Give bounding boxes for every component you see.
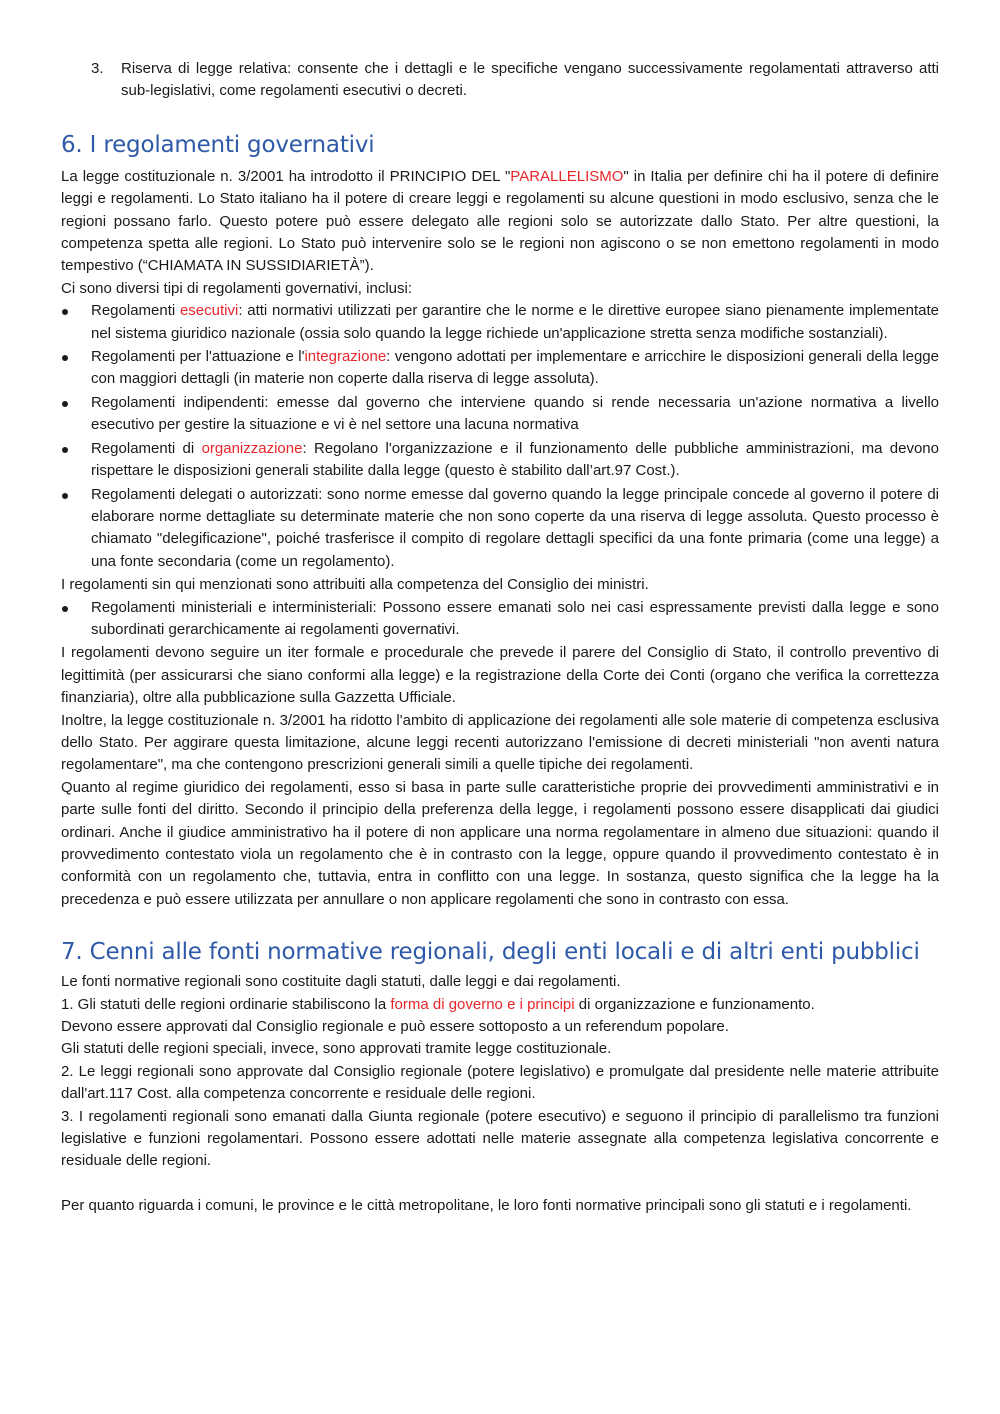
list-item-ministeriali [61, 597, 939, 642]
text-run: Regolamenti indipendenti: emesse dal governo che interviene quando si rende necessaria un'azione normativa a livello esecutivo per gestire la situazione e vi è nel settore una lacuna normativa [91, 393, 939, 434]
bullet-icon [62, 447, 68, 453]
document-page [61, 58, 939, 1217]
highlight-forma-governo: forma di governo e i principi [390, 995, 575, 1013]
spacer [61, 1173, 939, 1195]
text-run: Regolamenti delegati o autorizzati: sono norme emesse dal governo quando la legge principale concede al governo il potere di elaborare norme dettagliate su determinate materie che non sono coperte da una riserva di legge assoluta. Questo processo è chiamato "delegificazione", poiché trasferisce il compito di regolare dettagli specifici da una fonte primaria (come una legge) a una fonte secondaria (come un regolamento). [91, 485, 939, 570]
section-6-heading: 6. I regolamenti governativi [61, 131, 375, 158]
highlight-integrazione: integrazione [304, 348, 387, 366]
paragraph-iter: I regolamenti devono seguire un iter formale e procedurale che prevede il parere del Consiglio di Stato, il controllo preventivo di legittimità (per assicurarsi che siano conformi alla legge) e la registrazione della Corte dei Conti (organo che verifica la correttezza finanziaria), oltre alla pubblicazione sulla Gazzetta Ufficiale. [61, 644, 939, 707]
highlight-organizzazione: organizzazione [201, 439, 303, 457]
section-7-heading: 7. Cenni alle fonti normative regionali, degli enti locali e di altri enti pubblici [61, 939, 920, 966]
paragraph-types-intro: Ci sono diversi tipi di regolamenti governativi, inclusi: [61, 279, 412, 297]
list-item-esecutivi [61, 300, 939, 345]
bullet-icon [62, 493, 68, 499]
bullet-icon [62, 401, 68, 407]
paragraph-regime-giuridico: Quanto al regime giuridico dei regolamenti, esso si basa in parte sulle caratteristiche proprie dei provvedimenti amministrativi e in parte sulle fonti del diritto. Secondo il principio della preferenza della legge, i regolamenti possono essere disapplicati dai giudici ordinari. Anche il giudice amministrativo ha il potere di non applicare una norma regolamentare in almeno due situazioni: quando il provvedimento contestato viola un regolamento che è in contrasto con la legge, oppure quando il provvedimento contestato è in conformità con un regolamento che, tuttavia, entra in conflitto con una legge. In sostanza, questo significa che la legge ha la precedenza e può essere utilizzata per annullare o non applicare regolamenti che sono in contrasto con essa. [61, 778, 939, 908]
bullet-icon [62, 309, 68, 315]
text-run: Regolamenti ministeriali e interministeriali: Possono essere emanati solo nei casi espressamente previsti dalla legge e sono subordinati gerarchicamente ai regolamenti governativi. [91, 598, 939, 638]
text-run: Regolamenti per l'attuazione e l' [91, 348, 305, 366]
paragraph-leggi-regionali: 2. Le leggi regionali sono approvate dal Consiglio regionale (potere legislativo) e promulgate dal presidente nelle materie attribuite dall'art.117 Cost. alla competenza concorrente e residuale delle regioni. [61, 1062, 939, 1103]
text-run: La legge costituzionale n. 3/2001 ha introdotto il PRINCIPIO DEL " [61, 167, 511, 185]
list-item-integrazione [61, 346, 939, 391]
bullet-icon [62, 355, 68, 361]
list-item-indipendenti [61, 392, 939, 437]
paragraph-regioni-speciali: Gli statuti delle regioni speciali, invece, sono approvati tramite legge costituzionale. [61, 1040, 612, 1058]
text-run: Regolamenti [91, 302, 180, 320]
text-run: " in Italia per definire chi ha il potere di definire leggi e regolamenti. Lo Stato italiano ha il potere di creare leggi e regolamenti su alcune questioni in modo esclusivo, senza che le regioni possano farlo. Questo potere può essere delegato alle regioni solo se autorizzate dallo Stato. Per altre questioni, la competenza spetta alle regioni. Lo Stato può intervenire solo se le regioni non agiscono o se non emettono regolamenti in modo tempestivo (“CHIAMATA IN SUSSIDIARIETÀ”). [61, 167, 939, 275]
paragraph-parallelismo [61, 166, 939, 278]
item-number: 3. [91, 60, 104, 77]
paragraph-enti-locali: Per quanto riguarda i comuni, le province e le città metropolitane, le loro fonti normative principali sono gli statuti e i regolamenti. [61, 1196, 912, 1214]
text-run: : Regolano l'organizzazione e il funzionamento delle pubbliche amministrazioni, ma devono rispettare le disposizioni generali stabilite dalla legge (questo è stabilito dall’art.97 Cost.). [91, 439, 939, 480]
paragraph-fonti-regionali: Le fonti normative regionali sono costituite dagli statuti, dalle leggi e dai regolamenti. [61, 973, 621, 991]
paragraph-statuti [61, 994, 939, 1016]
list-item-delegati [61, 484, 939, 574]
paragraph-ambito: Inoltre, la legge costituzionale n. 3/2001 ha ridotto l'ambito di applicazione dei regolamenti alle sole materie di competenza esclusiva dello Stato. Per aggirare questa limitazione, alcune leggi recenti autorizzano l'emissione di decreti ministeriali "non aventi natura regolamentare", ma che contengono prescrizioni generali simili a quelle tipiche dei regolamenti. [61, 711, 939, 774]
ministerial-list [61, 597, 939, 642]
list-item-organizzazione [61, 438, 939, 483]
regulation-types-list [61, 300, 939, 573]
text-run: Regolamenti di [91, 439, 202, 457]
paragraph-consiglio-ministri: I regolamenti sin qui menzionati sono attribuiti alla competenza del Consiglio dei ministri. [61, 576, 649, 594]
text-run: di organizzazione e funzionamento. [574, 995, 815, 1013]
paragraph-regolamenti-regionali: 3. I regolamenti regionali sono emanati dalla Giunta regionale (potere esecutivo) e seguono il principio di parallelismo tra funzioni legislative e funzioni regolamentari. Possono essere adottati nelle materie assegnate alla competenza legislativa concorrente e residuale delle regioni. [61, 1107, 939, 1170]
paragraph-approvazione: Devono essere approvati dal Consiglio regionale e può essere sottoposto a un referendum popolare. [61, 1018, 729, 1036]
text-run: : vengono adottati per implementare e arricchire le disposizioni generali della legge con maggiori dettagli (in materie non coperte dalla riserva di legge assoluta). [91, 348, 939, 388]
numbered-item-3 [61, 58, 939, 103]
bullet-icon [62, 606, 68, 612]
highlight-esecutivi: esecutivi [179, 302, 239, 320]
highlight-parallelismo: PARALLELISMO [510, 167, 624, 185]
text-run: : atti normativi utilizzati per garantire che le norme e le direttive europee siano pienamente implementate nel sistema giuridico nazionale (ossia solo quando la legge richiede un'applicazione stretta senza modifiche sostanziali). [91, 302, 939, 342]
item-text: Riserva di legge relativa: consente che i dettagli e le specifiche vengano successivamente regolamentati attraverso atti sub-legislativi, come regolamenti esecutivi o decreti. [121, 60, 939, 100]
text-run: 1. Gli statuti delle regioni ordinarie stabiliscono la [61, 995, 391, 1013]
